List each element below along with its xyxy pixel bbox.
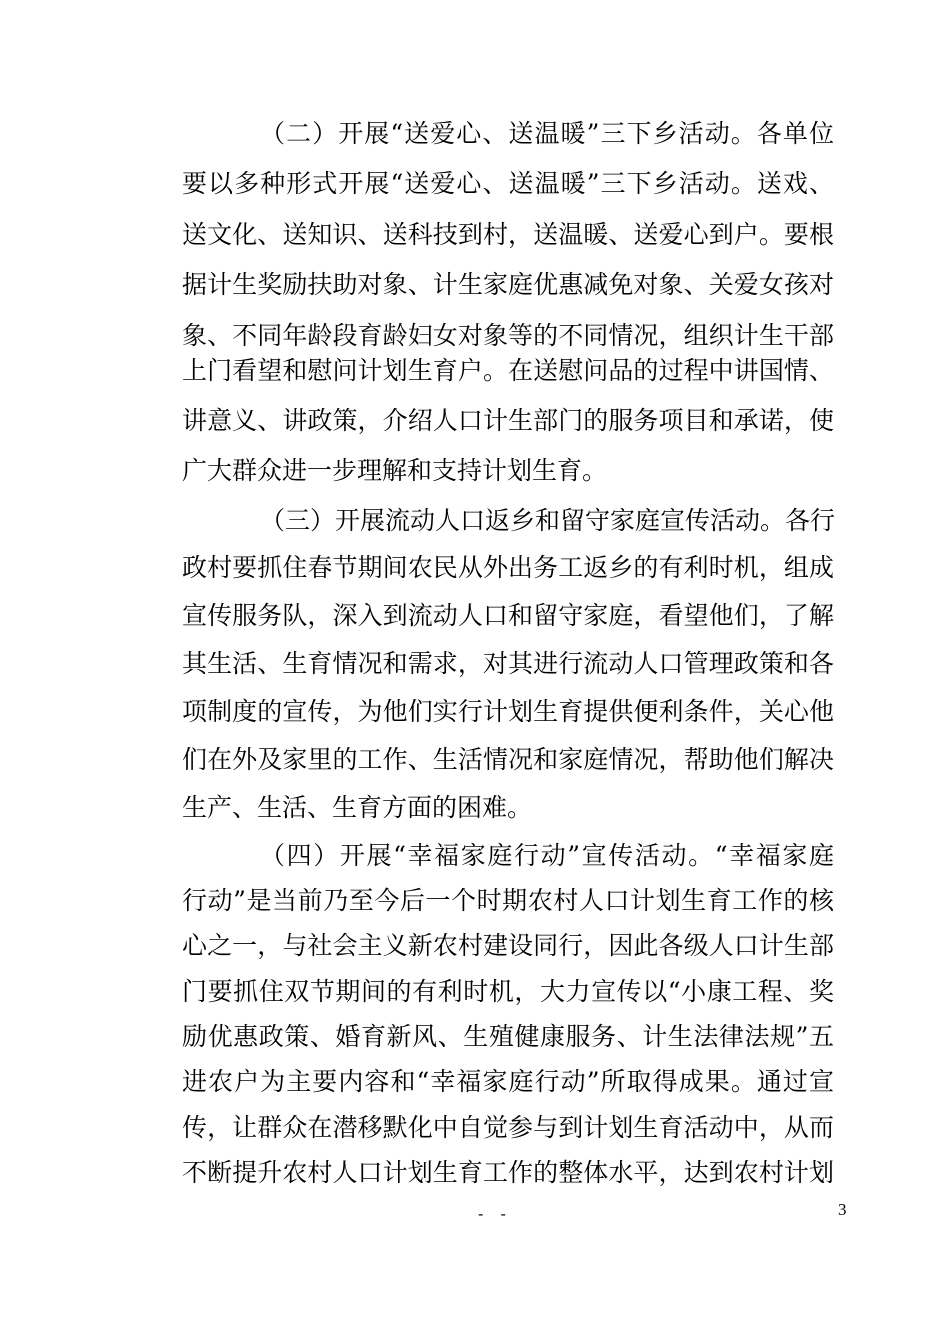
- paragraph-3-line-6: 们在外及家里的工作、生活情况和家庭情况，帮助他们解决: [182, 745, 834, 774]
- paragraph-2-line-4: 据计生奖励扶助对象、计生家庭优惠减免对象、关爱女孩对: [182, 270, 834, 299]
- paragraph-4-line-1: （四）开展“幸福家庭行动”宣传活动。“幸福家庭: [260, 841, 834, 870]
- paragraph-2-line-3: 送文化、送知识、送科技到村，送温暖、送爱心到户。要根: [182, 220, 834, 249]
- footer-mark: - -: [478, 1204, 512, 1223]
- paragraph-4-line-6: 进农户为主要内容和“幸福家庭行动”所取得成果。通过宣: [182, 1067, 834, 1096]
- paragraph-2-line-7: 讲意义、讲政策，介绍人口计生部门的服务项目和承诺，使: [182, 406, 834, 435]
- paragraph-4-line-5: 励优惠政策、婚育新风、生殖健康服务、计生法律法规”五: [182, 1022, 834, 1051]
- paragraph-4-line-4: 门要抓住双节期间的有利时机，大力宣传以“小康工程、奖: [182, 977, 834, 1006]
- paragraph-3-line-7: 生产、生活、生育方面的困难。: [182, 793, 533, 822]
- paragraph-3-line-4: 其生活、生育情况和需求，对其进行流动人口管理政策和各: [182, 649, 834, 678]
- paragraph-4-line-3: 心之一，与社会主义新农村建设同行，因此各级人口计生部: [182, 931, 834, 960]
- page-number: 3: [838, 1200, 847, 1219]
- paragraph-2-line-1: （二）开展“送爱心、送温暖”三下乡活动。各单位: [260, 119, 834, 148]
- paragraph-2-line-2: 要以多种形式开展“送爱心、送温暖”三下乡活动。送戏、: [182, 169, 834, 198]
- paragraph-2-line-5: 象、不同年龄段育龄妇女对象等的不同情况，组织计生干部: [182, 321, 834, 350]
- paragraph-3-line-2: 政村要抓住春节期间农民从外出务工返乡的有利时机，组成: [182, 553, 834, 582]
- paragraph-3-line-1: （三）开展流动人口返乡和留守家庭宣传活动。各行: [260, 506, 836, 535]
- paragraph-4-line-8: 不断提升农村人口计划生育工作的整体水平，达到农村计划: [182, 1158, 834, 1187]
- paragraph-2-line-8: 广大群众进一步理解和支持计划生育。: [182, 456, 608, 485]
- paragraph-3-line-3: 宣传服务队，深入到流动人口和留守家庭，看望他们，了解: [182, 601, 834, 630]
- paragraph-2-line-6: 上门看望和慰问计划生育户。在送慰问品的过程中讲国情、: [182, 356, 834, 385]
- paragraph-4-line-2: 行动”是当前乃至今后一个时期农村人口计划生育工作的核: [182, 886, 834, 915]
- paragraph-4-line-7: 传，让群众在潜移默化中自觉参与到计划生育活动中，从而: [182, 1113, 834, 1142]
- paragraph-3-line-5: 项制度的宣传，为他们实行计划生育提供便利条件，关心他: [182, 697, 834, 726]
